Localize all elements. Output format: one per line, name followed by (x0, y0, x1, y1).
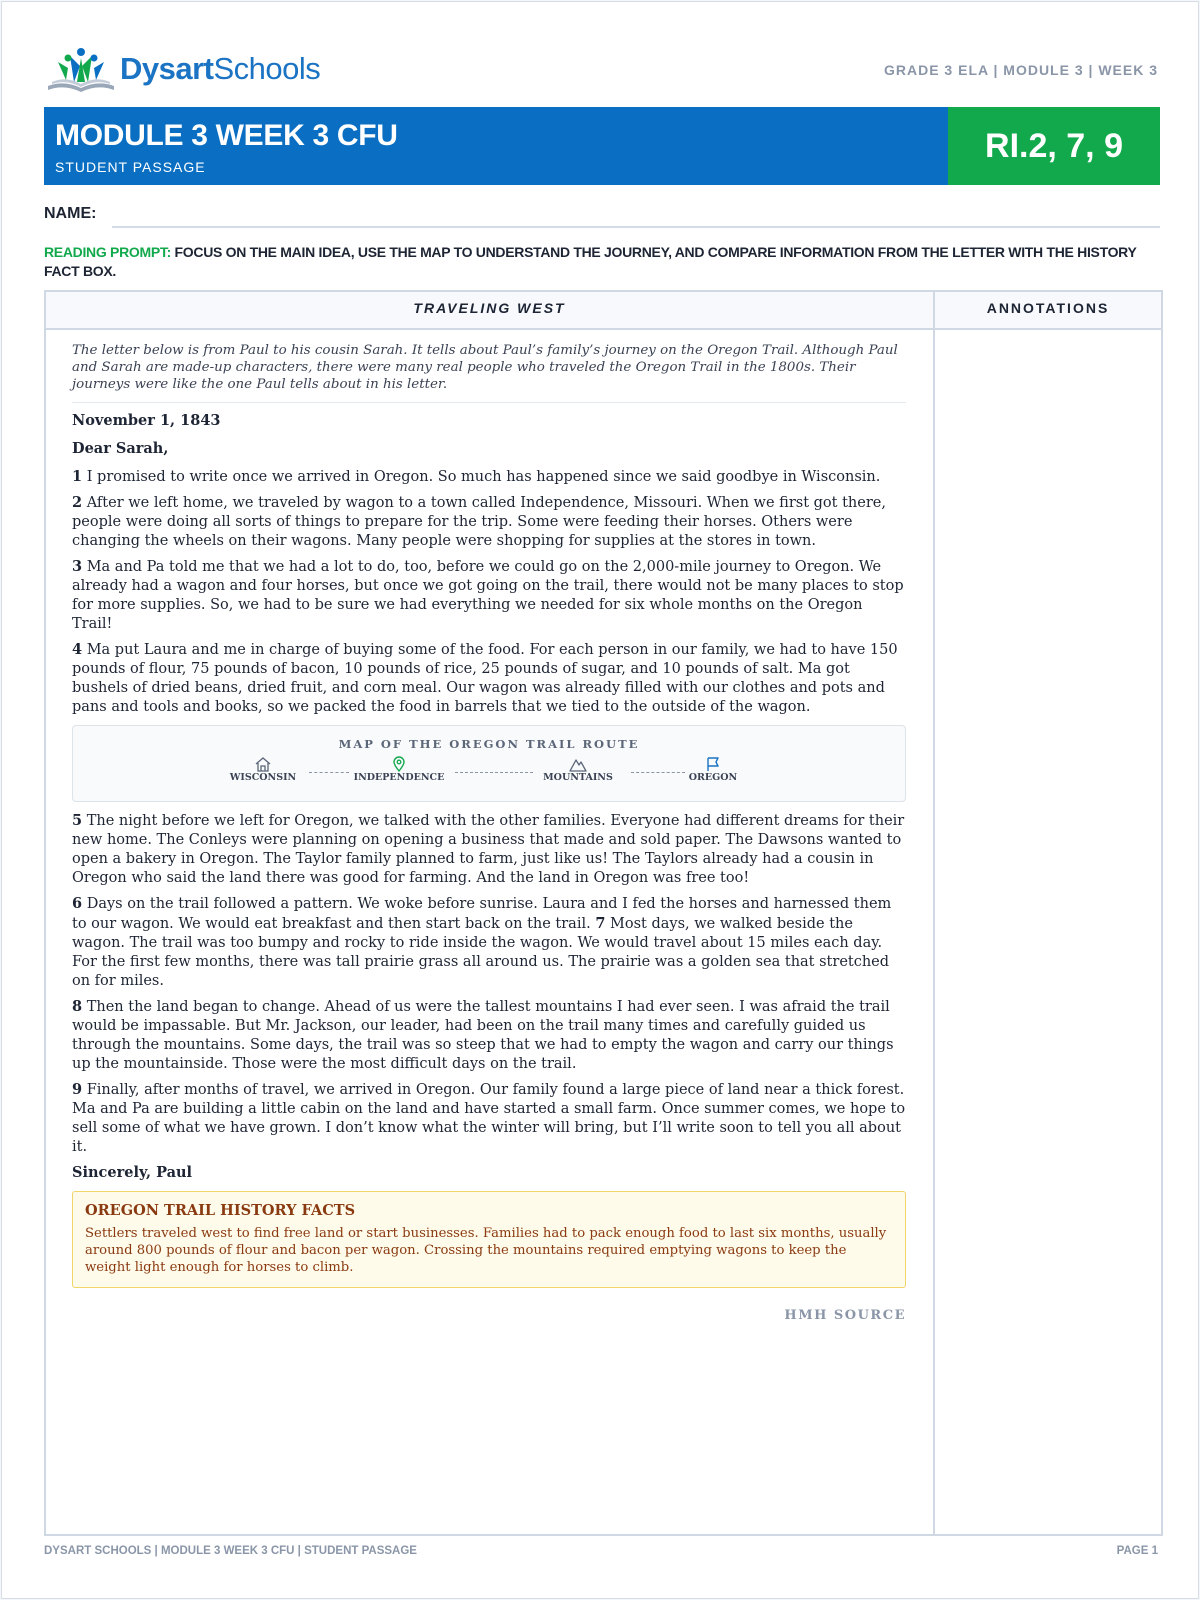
book-figures-logo-icon (44, 42, 118, 96)
paragraph-number: 7 (595, 915, 606, 932)
logo-bold-text: Dysart (120, 51, 214, 86)
map-stop-label: INDEPENDENCE (353, 772, 445, 783)
history-facts-box (72, 1191, 906, 1288)
paragraph-text: Finally, after months of travel, we arrived in Oregon. Our family found a large piece of land near a thick forest. Ma and Pa are building a little cabin on the land and have started a small farm. Once summer comes, we hope to sell some of what we have grown. I don’t know what the winter will bring, but I’ll write soon to tell you all about it. (72, 1082, 906, 1155)
map-stop-wisconsin (213, 756, 313, 783)
source-credit: HMH SOURCE (784, 1308, 906, 1323)
map-stop-label: WISCONSIN (229, 772, 297, 783)
footer-left: DYSART SCHOOLS | MODULE 3 WEEK 3 CFU | STUDENT PASSAGE (44, 1545, 417, 1557)
paragraph-text: The night before we left for Oregon, we talked with the other families. Everyone had different dreams for their new home. The Conleys were planning on opening a business that made and sold paper. The Dawsons wanted to open a bakery in Oregon. The Taylor family planned to farm, just like us! The Taylors already had a cousin in Oregon who said the land there was good for farming. And the land in Oregon was free too! (72, 813, 905, 886)
paragraph-number: 6 (72, 895, 83, 912)
paragraph-number: 2 (72, 494, 83, 511)
reading-prompt-text: FOCUS ON THE MAIN IDEA, USE THE MAP TO UNDERSTAND THE JOURNEY, AND COMPARE INFORMATION FROM THE LETTER WITH THE HISTORY FACT BOX. (44, 244, 1137, 279)
paragraph-2 (72, 493, 906, 551)
paragraph-number: 5 (72, 812, 83, 829)
paragraph-text: Days on the trail followed a pattern. We woke before sunrise. Laura and I fed the horses and harnessed them to our wagon. We would eat breakfast and then start back on the trail. (72, 896, 892, 932)
oregon-trail-map (72, 725, 906, 802)
paragraph-3 (72, 557, 906, 634)
reading-prompt-label: READING PROMPT: (44, 244, 171, 260)
paragraph-5 (72, 811, 906, 888)
paragraph-4 (72, 640, 906, 717)
name-field[interactable] (112, 226, 1160, 228)
paragraph-text: Most days, we walked beside the wagon. The trail was too bumpy and rocky to ride inside the wagon. We would travel about 15 miles each day. For the first few months, there was tall prairie grass all around us. The prairie was a golden sea that stretched on for miles. (72, 916, 890, 989)
paragraph-number: 8 (72, 998, 83, 1015)
flag-icon (704, 756, 722, 772)
paragraph-8 (72, 997, 906, 1074)
letter-date: November 1, 1843 (72, 412, 221, 429)
passage-title: TRAVELING WEST (413, 300, 566, 316)
page-title: MODULE 3 WEEK 3 CFU (55, 119, 398, 152)
letter-greeting: Dear Sarah, (72, 440, 169, 457)
letter-closing: Sincerely, Paul (72, 1164, 193, 1181)
logo-light-text: Schools (213, 51, 321, 86)
home-icon (254, 756, 272, 772)
passage-column (72, 342, 906, 1323)
paragraph-6-7 (72, 894, 906, 991)
map-title: MAP OF THE OREGON TRAIL ROUTE (338, 737, 640, 751)
passage-intro: The letter below is from Paul to his cousin Sarah. It tells about Paul’s family’s journey on the Oregon Trail. Although Paul and Sarah are made-up characters, there were many real people who traveled the Oregon Trail in the 1800s. Their journeys were like the one Paul tells about in his letter. (72, 342, 906, 403)
page-subtitle: STUDENT PASSAGE (55, 159, 206, 175)
paragraph-9 (72, 1080, 906, 1157)
mountain-icon (569, 756, 587, 772)
logo-wordmark (120, 51, 320, 87)
facts-title: OREGON TRAIL HISTORY FACTS (85, 1202, 356, 1219)
paragraph-text: Ma and Pa told me that we had a lot to do, too, before we could go on the 2,000-mile journey to Oregon. We already had a wagon and four horses, but once we got going on the trail, there would not be many places to stop for more supplies. So, we had to be sure we had everything we needed for six whole months on the Oregon Trail! (72, 559, 904, 632)
facts-text: Settlers traveled west to find free land or start businesses. Families had to pack enough food to last six months, usually around 800 pounds of flour and bacon per wagon. Crossing the mountains required emptying wagons to keep the weight light enough for horses to climb. (85, 1226, 887, 1275)
paragraph-text: Then the land began to change. Ahead of us were the tallest mountains I had ever seen. I was afraid the trail would be impassable. But Mr. Jackson, our leader, had been on the trail many times and carefully guided us through the mountains. Some days, the trail was so steep that we had to empty the wagon and carry our things up the mountainside. Those were the most difficult days on the trail. (72, 999, 894, 1072)
paragraph-number: 3 (72, 558, 83, 575)
page-number: PAGE 1 (1116, 1545, 1158, 1557)
paragraph-number: 4 (72, 641, 83, 658)
map-stop-mountains (528, 756, 628, 783)
route-dash (309, 772, 349, 773)
map-stop-label: MOUNTAINS (543, 772, 613, 783)
reading-prompt (44, 243, 1164, 281)
paragraph-1 (72, 467, 906, 487)
annotations-heading: ANNOTATIONS (986, 300, 1110, 316)
grade-module-week: GRADE 3 ELA | MODULE 3 | WEEK 3 (883, 62, 1158, 78)
paragraph-number: 9 (72, 1081, 83, 1098)
column-divider (933, 290, 935, 1536)
standards-badge: RI.2, 7, 9 (948, 107, 1160, 185)
map-stop-independence (349, 756, 449, 783)
paragraph-text: After we left home, we traveled by wagon to a town called Independence, Missouri. When we first got there, people were doing all sorts of things to prepare for the trip. Some were feeding their horses. Others were changing the wheels on their wagons. Many people were shopping for supplies at the stores in town. (72, 495, 886, 549)
title-bar (44, 107, 948, 185)
map-pin-icon (390, 756, 408, 772)
paragraph-number: 1 (72, 468, 83, 485)
map-stop-oregon (663, 756, 763, 783)
paragraph-text: Ma put Laura and me in charge of buying some of the food. For each person in our family, we had to have 150 pounds of flour, 75 pounds of bacon, 10 pounds of rice, 25 pounds of sugar, and 10 pounds of salt. Ma got bushels of dried beans, dried fruit, and corn meal. Our wagon was already filled with our clothes and pots and pans and tools and books, so we packed the food in barrels that we tied to the outside of the wagon. (72, 642, 898, 715)
map-stop-label: OREGON (688, 772, 738, 783)
worksheet-page (1, 1, 1199, 1599)
paragraph-text: I promised to write once we arrived in Oregon. So much has happened since we said goodbye in Wisconsin. (82, 469, 881, 485)
dysart-logo (44, 42, 320, 96)
route-dash (455, 772, 533, 773)
name-label: NAME: (44, 205, 97, 222)
